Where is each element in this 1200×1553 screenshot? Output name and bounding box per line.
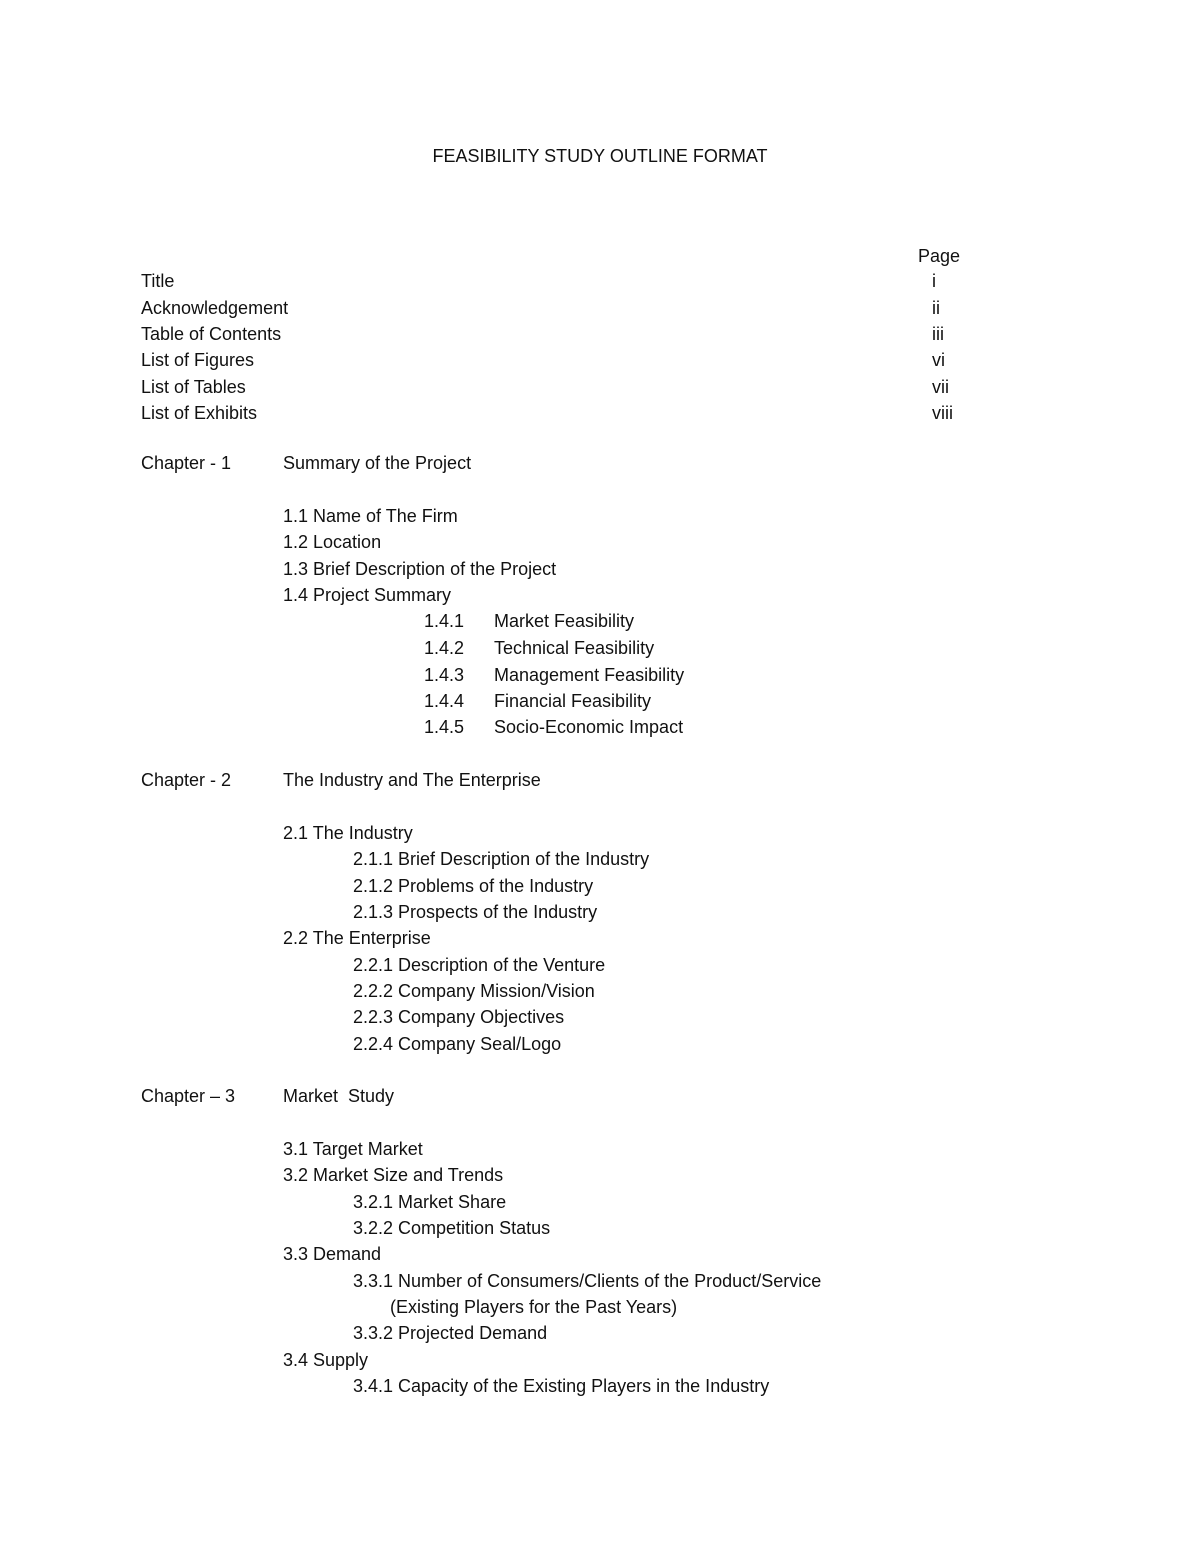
- subsection-number: 1.4.5: [424, 717, 465, 737]
- front-matter-page: ii: [932, 298, 940, 318]
- section-item: 1.3 Brief Description of the Project: [283, 559, 557, 579]
- subsection-continuation: (Existing Players for the Past Years): [390, 1297, 678, 1317]
- subsection-text: Financial Feasibility: [494, 691, 652, 711]
- subsection-item: 2.2.4 Company Seal/Logo: [353, 1034, 562, 1054]
- front-matter-page: iii: [932, 324, 944, 344]
- chapter-label: Chapter - 2: [141, 770, 232, 790]
- front-matter-label: List of Figures: [141, 350, 255, 370]
- section-item: 2.2 The Enterprise: [283, 928, 431, 948]
- subsection-item: 3.3.2 Projected Demand: [353, 1323, 548, 1343]
- front-matter-label: Table of Contents: [141, 324, 282, 344]
- section-item: 1.4 Project Summary: [283, 585, 452, 605]
- subsection-item: 3.2.2 Competition Status: [353, 1218, 551, 1238]
- subsection-item: 2.1.3 Prospects of the Industry: [353, 902, 598, 922]
- section-item: 3.2 Market Size and Trends: [283, 1165, 504, 1185]
- subsection-number: 1.4.1: [424, 611, 465, 631]
- front-matter-page: vii: [932, 377, 949, 397]
- subsection-item: 2.2.3 Company Objectives: [353, 1007, 565, 1027]
- document-title: FEASIBILITY STUDY OUTLINE FORMAT: [432, 146, 768, 166]
- front-matter-page: i: [932, 271, 936, 291]
- chapter-label: Chapter - 1: [141, 453, 232, 473]
- subsection-item: 2.1.1 Brief Description of the Industry: [353, 849, 650, 869]
- section-item: 1.1 Name of The Firm: [283, 506, 458, 526]
- subsection-text: Management Feasibility: [494, 665, 685, 685]
- subsection-text: Market Feasibility: [494, 611, 635, 631]
- subsection-item: 3.2.1 Market Share: [353, 1192, 507, 1212]
- front-matter-label: List of Exhibits: [141, 403, 258, 423]
- chapter-title: The Industry and The Enterprise: [283, 770, 541, 790]
- front-matter-page: vi: [932, 350, 945, 370]
- subsection-item: 3.3.1 Number of Consumers/Clients of the Product/Service: [353, 1271, 822, 1291]
- subsection-number: 1.4.2: [424, 638, 465, 658]
- front-matter-page: viii: [932, 403, 953, 423]
- subsection-text: Technical Feasibility: [494, 638, 655, 658]
- section-item: 3.3 Demand: [283, 1244, 382, 1264]
- chapter-label: Chapter – 3: [141, 1086, 236, 1106]
- page-column-header: Page: [918, 246, 961, 266]
- chapter-title: Market Study: [283, 1086, 395, 1106]
- section-item: 3.4 Supply: [283, 1350, 369, 1370]
- subsection-item: 3.4.1 Capacity of the Existing Players in the Industry: [353, 1376, 770, 1396]
- subsection-text: Socio-Economic Impact: [494, 717, 684, 737]
- subsection-item: 2.2.2 Company Mission/Vision: [353, 981, 595, 1001]
- section-item: 2.1 The Industry: [283, 823, 413, 843]
- subsection-number: 1.4.3: [424, 665, 465, 685]
- subsection-item: 2.2.1 Description of the Venture: [353, 955, 606, 975]
- section-item: 3.1 Target Market: [283, 1139, 423, 1159]
- section-item: 1.2 Location: [283, 532, 382, 552]
- subsection-item: 2.1.2 Problems of the Industry: [353, 876, 594, 896]
- subsection-number: 1.4.4: [424, 691, 465, 711]
- front-matter-label: List of Tables: [141, 377, 246, 397]
- chapter-title: Summary of the Project: [283, 453, 472, 473]
- front-matter-label: Title: [141, 271, 175, 291]
- front-matter-label: Acknowledgement: [141, 298, 289, 318]
